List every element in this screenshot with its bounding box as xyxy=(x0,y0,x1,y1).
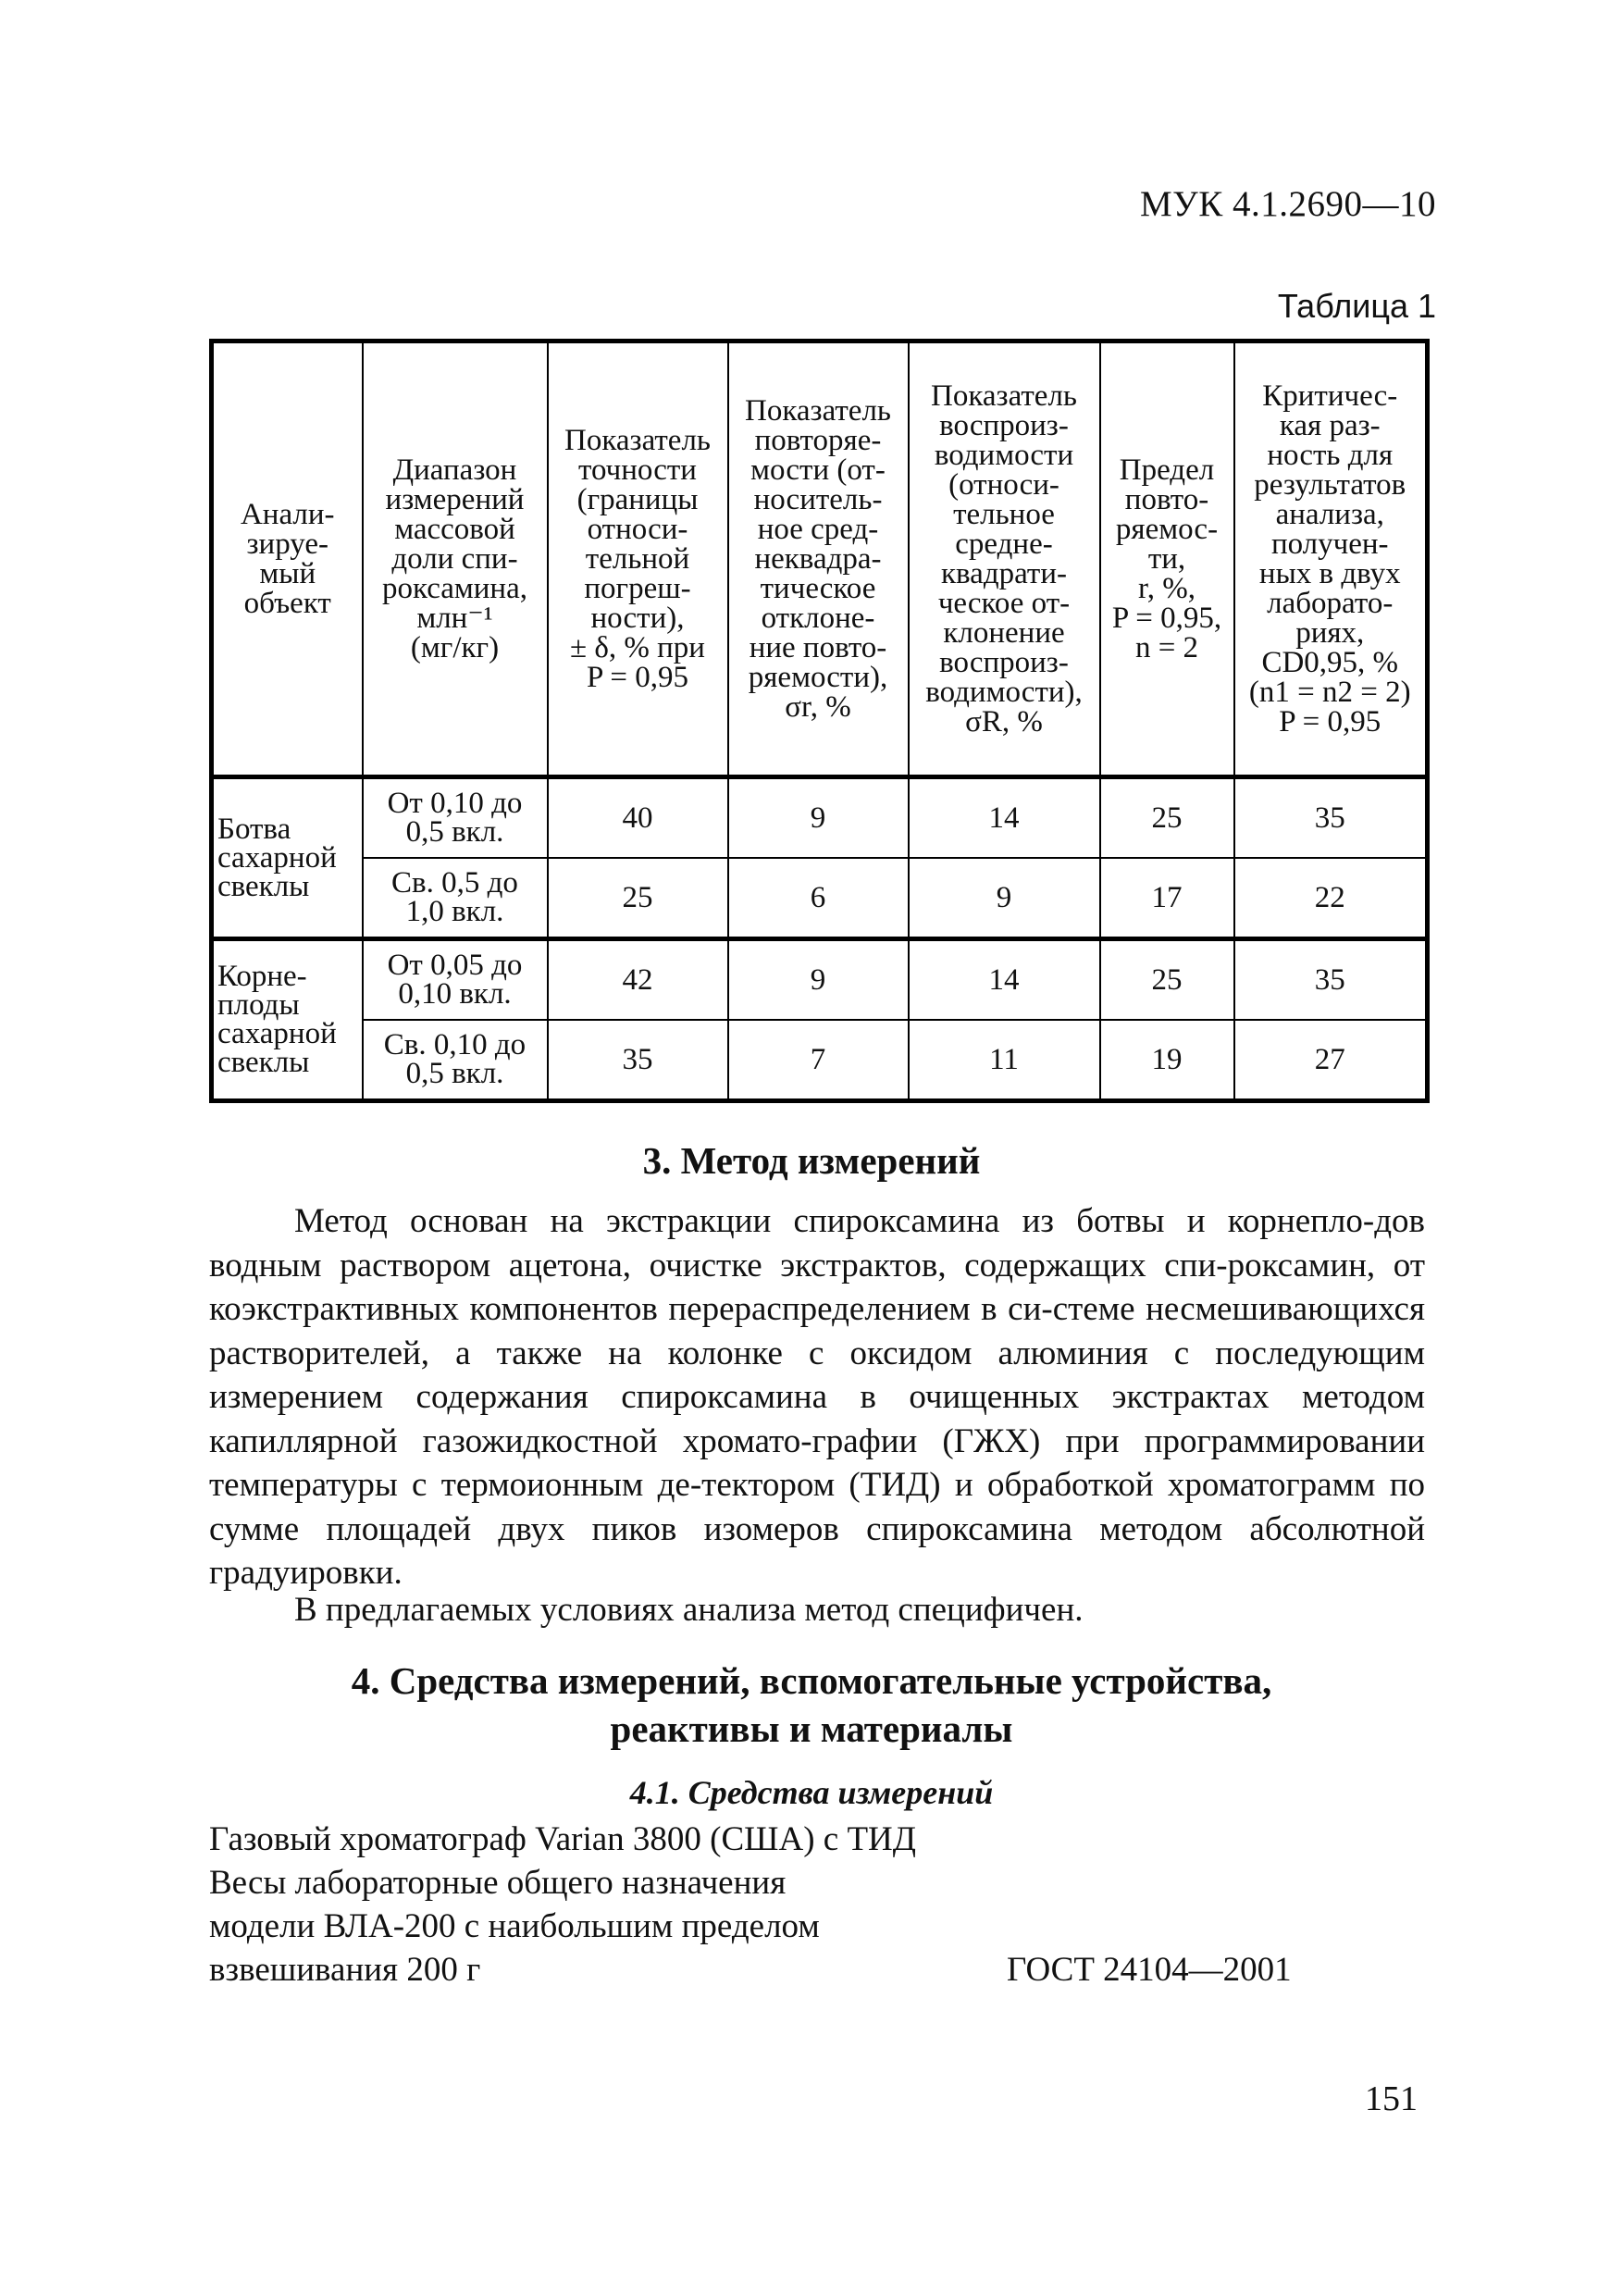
range-cell: Св. 0,5 до 1,0 вкл. xyxy=(363,858,548,939)
section-4-heading-line-2: реактивы и материалы xyxy=(610,1707,1013,1750)
section-3-note: В предлагаемых условиях анализа метод специфичен. xyxy=(294,1591,1084,1629)
instrument-standard: ГОСТ 24104—2001 xyxy=(1007,1951,1292,1989)
column-header: Показатель повторяе- мости (от- носитель- ное сред- неквадра- тическое отклоне- ние повто- ряемости), σr, % xyxy=(728,341,909,777)
metrology-table xyxy=(209,339,1430,1103)
limit-cell: 17 xyxy=(1100,858,1234,939)
object-cell: Корне- плоды сахарной свеклы xyxy=(212,939,363,1101)
table-row xyxy=(212,939,1428,1021)
section-3-paragraph: Метод основан на экстракции спироксамина из ботвы и корнепло-дов водным раствором ацетона, очистке экстрактов, содержащих спи-роксамин, от коэкстрактивных компонентов перераспределением в си-стеме несмешивающихся растворителей, а также на колонке с оксидом алюминия с последующим измерением содержания спироксамина в очищенных экстрактах методом капиллярной газожидкостной хромато-графии (ГЖХ) при программировании температуры с термоионным де-тектором (ТИД) и обработкой хроматограмм по сумме площадей двух пиков изомеров спироксамина методом абсолютной градуировки. xyxy=(209,1202,1425,1592)
accuracy-cell: 35 xyxy=(548,1020,728,1101)
repeatability-cell: 9 xyxy=(728,777,909,859)
accuracy-cell: 42 xyxy=(548,939,728,1021)
range-cell: От 0,05 до 0,10 вкл. xyxy=(363,939,548,1021)
critical-cell: 35 xyxy=(1234,777,1428,859)
instrument-line: Газовый хроматограф Varian 3800 (США) с ТИД xyxy=(209,1820,917,1858)
accuracy-cell: 25 xyxy=(548,858,728,939)
table-row xyxy=(212,858,1428,939)
limit-cell: 25 xyxy=(1100,777,1234,859)
table-row xyxy=(212,777,1428,859)
reproducibility-cell: 14 xyxy=(909,939,1100,1021)
column-header: Показатель воспроиз- водимости (относи- тельное средне- квадрати- ческое от- клонение воспроиз- водимости), σR, % xyxy=(909,341,1100,777)
table-header-row xyxy=(212,341,1428,777)
section-4-heading-line-1: 4. Средства измерений, вспомогательные устройства, xyxy=(351,1659,1272,1702)
repeatability-cell: 9 xyxy=(728,939,909,1021)
instrument-line: взвешивания 200 г xyxy=(209,1951,481,1989)
reproducibility-cell: 11 xyxy=(909,1020,1100,1101)
accuracy-cell: 40 xyxy=(548,777,728,859)
object-cell: Ботва сахарной свеклы xyxy=(212,777,363,939)
section-3-heading: 3. Метод измерений xyxy=(642,1139,981,1182)
limit-cell: 25 xyxy=(1100,939,1234,1021)
column-header: Анали- зируе- мый объект xyxy=(212,341,363,777)
page-number: 151 xyxy=(1365,2079,1418,2118)
table-row xyxy=(212,1020,1428,1101)
column-header: Предел повто- ряемос- ти, r, %, P = 0,95, n = 2 xyxy=(1100,341,1234,777)
critical-cell: 35 xyxy=(1234,939,1428,1021)
subsection-4-1-heading: 4.1. Средства измерений xyxy=(629,1774,994,1811)
limit-cell: 19 xyxy=(1100,1020,1234,1101)
instrument-line: модели ВЛА-200 с наибольшим пределом xyxy=(209,1907,820,1945)
column-header: Критичес- кая раз- ность для результатов анализа, получен- ных в двух лаборато- риях, CD0,95, % (n1 = n2 = 2) P = 0,95 xyxy=(1234,341,1428,777)
document-code: МУК 4.1.2690—10 xyxy=(1139,184,1436,224)
critical-cell: 27 xyxy=(1234,1020,1428,1101)
column-header: Показатель точности (границы относи- тельной погреш- ности), ± δ, % при P = 0,95 xyxy=(548,341,728,777)
reproducibility-cell: 14 xyxy=(909,777,1100,859)
range-cell: От 0,10 до 0,5 вкл. xyxy=(363,777,548,859)
range-cell: Св. 0,10 до 0,5 вкл. xyxy=(363,1020,548,1101)
repeatability-cell: 6 xyxy=(728,858,909,939)
column-header: Диапазон измерений массовой доли спи- роксамина, млн⁻¹ (мг/кг) xyxy=(363,341,548,777)
table-caption: Таблица 1 xyxy=(1277,287,1436,325)
critical-cell: 22 xyxy=(1234,858,1428,939)
reproducibility-cell: 9 xyxy=(909,858,1100,939)
repeatability-cell: 7 xyxy=(728,1020,909,1101)
instrument-line: Весы лабораторные общего назначения xyxy=(209,1864,787,1902)
